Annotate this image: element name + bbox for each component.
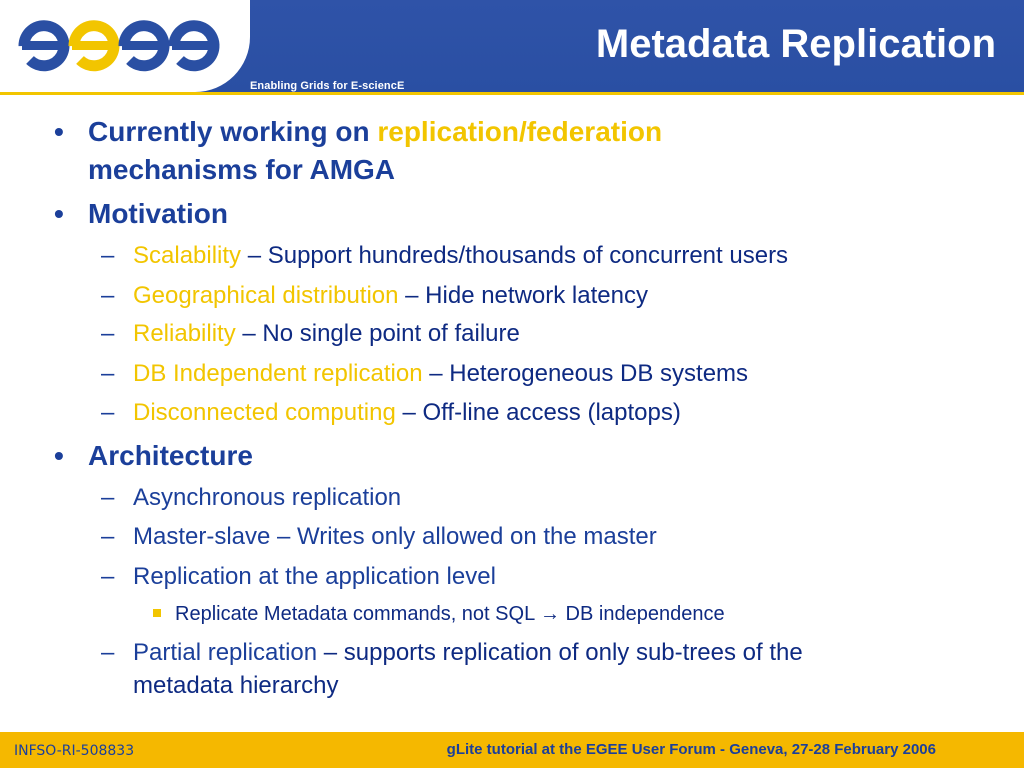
bullet-icon: •	[54, 116, 64, 147]
sub-bullet-item: – Reliability – No single point of failure	[133, 318, 520, 350]
dash-icon: –	[101, 639, 115, 666]
slide-title: Metadata Replication	[595, 22, 996, 66]
dash-icon: –	[101, 563, 115, 590]
dash-icon: –	[101, 320, 115, 347]
sub-bullet-item: – Master-slave – Writes only allowed on the master	[133, 521, 657, 553]
bullet-item: • Motivation	[54, 198, 228, 229]
sub-bullet-item: – Replication at the application level	[133, 561, 496, 593]
dash-icon: –	[101, 242, 115, 269]
tagline: Enabling Grids for E-sciencE	[250, 80, 405, 92]
bullet-item: • Architecture	[54, 440, 253, 471]
sub-bullet-item: – Partial replication – supports replication of only sub-trees of the	[133, 637, 803, 669]
logo-text: egee	[12, 14, 15, 15]
footer-event: gLite tutorial at the EGEE User Forum - Geneva, 27-28 February 2006	[446, 741, 936, 758]
footer-code: INFSO-RI-508833	[14, 743, 135, 759]
sub-bullet-item: – Geographical distribution – Hide network latency	[133, 280, 648, 312]
sub-bullet-item: – Disconnected computing – Off-line access (laptops)	[133, 397, 681, 429]
dash-icon: –	[101, 523, 115, 550]
slide-footer	[0, 732, 1024, 768]
sub-bullet-continuation: metadata hierarchy	[133, 672, 339, 699]
dash-icon: –	[101, 282, 115, 309]
sub-sub-bullet-item: Replicate Metadata commands, not SQL → DB independence	[175, 600, 725, 628]
sub-bullet-item: – Scalability – Support hundreds/thousands of concurrent users	[133, 240, 788, 272]
sub-bullet-item: – DB Independent replication – Heterogeneous DB systems	[133, 358, 748, 390]
dash-icon: –	[101, 360, 115, 387]
bullet-icon: •	[54, 198, 64, 229]
bullet-item: • Currently working on replication/federation	[54, 116, 663, 147]
dash-icon: –	[101, 484, 115, 511]
bullet-continuation: mechanisms for AMGA	[88, 154, 396, 185]
square-bullet-icon	[153, 609, 161, 617]
bullet-icon: •	[54, 440, 64, 471]
sub-bullet-item: – Asynchronous replication	[133, 482, 401, 514]
dash-icon: –	[101, 399, 115, 426]
